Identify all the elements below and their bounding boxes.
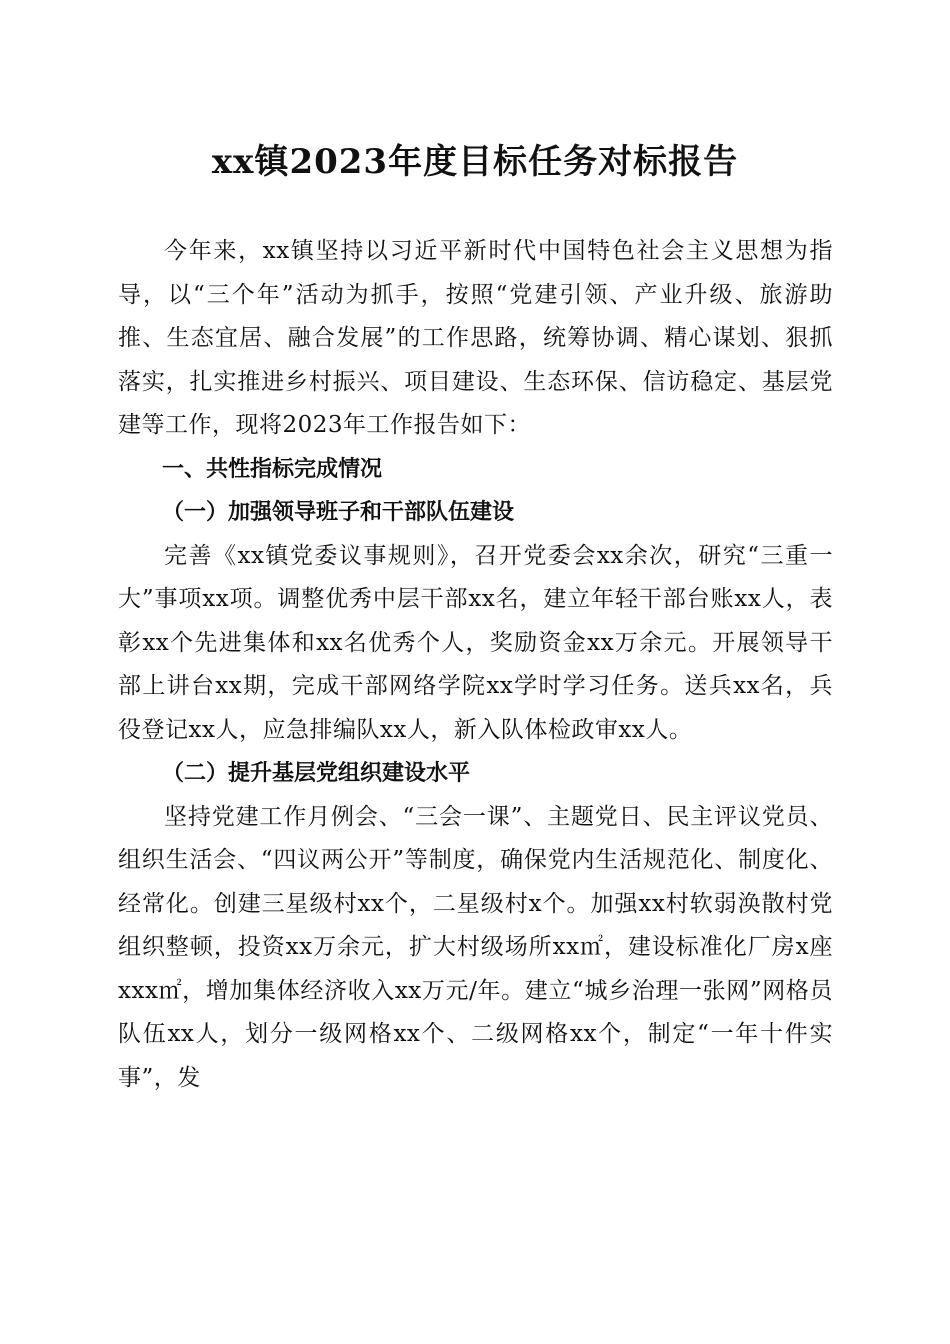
subsection-heading: （一）加强领导班子和干部队伍建设 (162, 499, 515, 525)
document-body (118, 230, 833, 1100)
intro-paragraph: 今年来，xx镇坚持以习近平新时代中国特色社会主义思想为指导，以“三个年”活动为抓手，按照“党建引领、产业升级、旅游助推、生态宜居、融合发展”的工作思路，统筹协调、精心谋划、狠抓落实，扎实推进乡村振兴、项目建设、生态环保、信访稳定、基层党建等工作，现将2023年工作报告如下： (118, 238, 833, 438)
section-heading: 一、共性指标完成情况 (162, 456, 383, 482)
subsection-paragraph: 完善《xx镇党委议事规则》，召开党委会xx余次，研究“三重一大”事项xx项。调整优秀中层干部xx名，建立年轻干部台账xx人，表彰xx个先进集体和xx名优秀个人，奖励资金xx万余元。开展领导干部上讲台xx期，完成干部网络学院xx学时学习任务。送兵xx名，兵役登记xx人，应急排编队xx人，新入队体检政审xx人。 (118, 542, 833, 743)
subsection-paragraph: 坚持党建工作月例会、“三会一课”、主题党日、民主评议党员、组织生活会、“四议两公开”等制度，确保党内生活规范化、制度化、经常化。创建三星级村xx个，二星级村x个。加强xx村软弱涣散村党组织整顿，投资xx万余元，扩大村级场所xx㎡，建设标准化厂房x座xxx㎡，增加集体经济收入xx万元/年。建立“城乡治理一张网”网格员队伍xx人，划分一级网格xx个、二级网格xx个，制定“一年十件实事”，发 (118, 803, 833, 1091)
document-title: xx镇2023年度目标任务对标报告 (211, 142, 739, 182)
subsection-heading: （二）提升基层党组织建设水平 (162, 760, 471, 786)
